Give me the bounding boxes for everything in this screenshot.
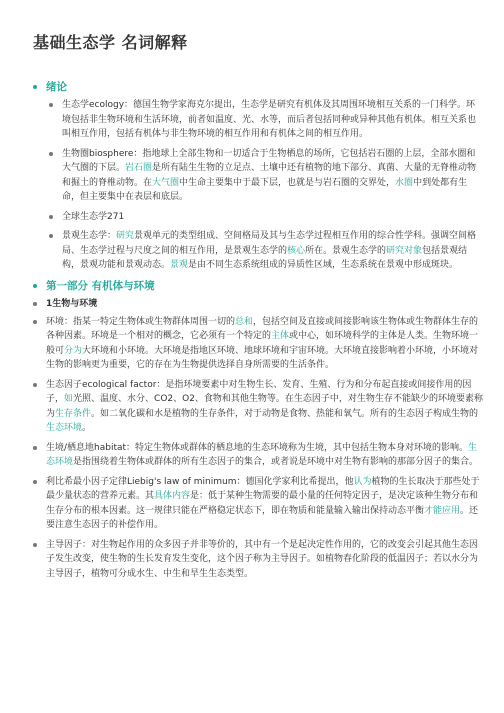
bullet-icon bbox=[33, 284, 37, 288]
bullet-icon bbox=[49, 103, 53, 107]
subheading: 1生物与环境 bbox=[33, 297, 483, 311]
list-item: 主导因子：对生物起作用的众多因子并非等价的，其中有一个是起决定性作用的，它的改变会引起其他生态因子发生改变，使生物的生长发育发生变化，这个因子称为主导因子。如植物春化阶段的低温因子；若以水分为主导因子，植物可分成水生、中生和旱生生态类型。 bbox=[33, 538, 483, 582]
list-item: 生境/栖息地habitat：特定生物体或群体的栖息地的生态环境称为生境，其中包括生物本身对环境的影响。生态环境是指围绕着生物体或群体的所有生态因子的集合，或者说是环境中对生物有影响的那部分因子的集合。 bbox=[33, 441, 483, 470]
bullet-icon bbox=[49, 215, 53, 219]
list-item: 生态因子ecological factor：是指环境要素中对生物生长、发育、生殖、行为和分布起直接或间接作用的因子，如光照、温度、水分、CO2、O2、食物和其他生物等。在生态因子中，对生物生存不能缺少的环境要素称为生存条件。如二氧化碳和水是植物的生存条件，对于动物是食物、热能和氧气。所有的生态因子构成生物的生态环境。 bbox=[33, 378, 483, 436]
section-heading-part1: 第一部分 有机体与环境 bbox=[33, 279, 483, 293]
list-item: 环境：指某一特定生物体或生物群体周围一切的总和，包括空间及直接或间接影响该生物体或生物群体生存的各种因素。环境是一个相对的概念，它必须有一个特定的主体或中心，如环境科学的主体是人类。生物环境一般可分为大环境和小环境。大环境是指地区环境、地球环境和宇宙环境。大环境直接影响着小环境，小环境对生物的影响更为重要，它的存在为生物提供选择自身所需要的生活条件。 bbox=[33, 315, 483, 373]
bullet-icon bbox=[33, 543, 37, 547]
list-item: 生态学ecology：德国生物学家海克尔提出，生态学是研究有机体及其周围环境相互关系的一门科学。环境包括非生物环境和生活环境，前者如温度、光、水等，而后者包括同种或异种其他有机体。相互关系也叫相互作用，包括有机体与非生物环境的相互作用和有机体之间的相互作用。 bbox=[49, 98, 483, 142]
bullet-icon bbox=[33, 383, 37, 387]
list-item: 利比希最小因子定律Liebig's law of minimum：德国化学家利比希提出，他认为植物的生长取决于那些处于最少量状态的营养元素。其具体内容是：低于某种生物需要的最小量的任何特定因子，是决定该种生物分布和生存分布的根本因素。这一规律只能在严格稳定状态下，即在物质和能量输入输出保持动态平衡才能应用。还要注意生态因子的补偿作用。 bbox=[33, 475, 483, 533]
bullet-icon bbox=[33, 446, 37, 450]
bullet-icon bbox=[49, 234, 53, 238]
list-item: 全球生态学271 bbox=[49, 210, 483, 225]
bullet-icon bbox=[33, 302, 37, 306]
bullet-icon bbox=[49, 152, 53, 156]
page-title: 基础生态学 名词解释 bbox=[33, 33, 188, 52]
bullet-icon bbox=[33, 320, 37, 324]
content bbox=[33, 80, 483, 586]
list-item: 景观生态学：研究景观单元的类型组成、空间格局及其与生态学过程相互作用的综合性学科。强调空间格局、生态学过程与尺度之间的相互作用，是景观生态学的核心所在。景观生态学的研究对象包括景观结构，景观功能和景观动态。景观是由不同生态系统组成的异质性区域，生态系统在景观中形成斑块。 bbox=[49, 229, 483, 273]
section-heading-intro: 绪论 bbox=[33, 80, 483, 94]
list-item: 生物圈biosphere：指地球上全部生物和一切适合于生物栖息的场所，它包括岩石圈的上层，全部水圈和大气圈的下层。岩石圈是所有陆生生物的立足点、土壤中还有植物的地下部分、真菌、大量的无脊椎动物和掘土的脊椎动物。在大气圈中生命主要集中于最下层，也就是与岩石圈的交界处，水圈中到处都有生命，但主要集中在表层和底层。 bbox=[49, 147, 483, 205]
bullet-icon bbox=[33, 480, 37, 484]
intro-list bbox=[33, 98, 483, 273]
bullet-icon bbox=[33, 85, 37, 89]
part1-list bbox=[33, 315, 483, 582]
